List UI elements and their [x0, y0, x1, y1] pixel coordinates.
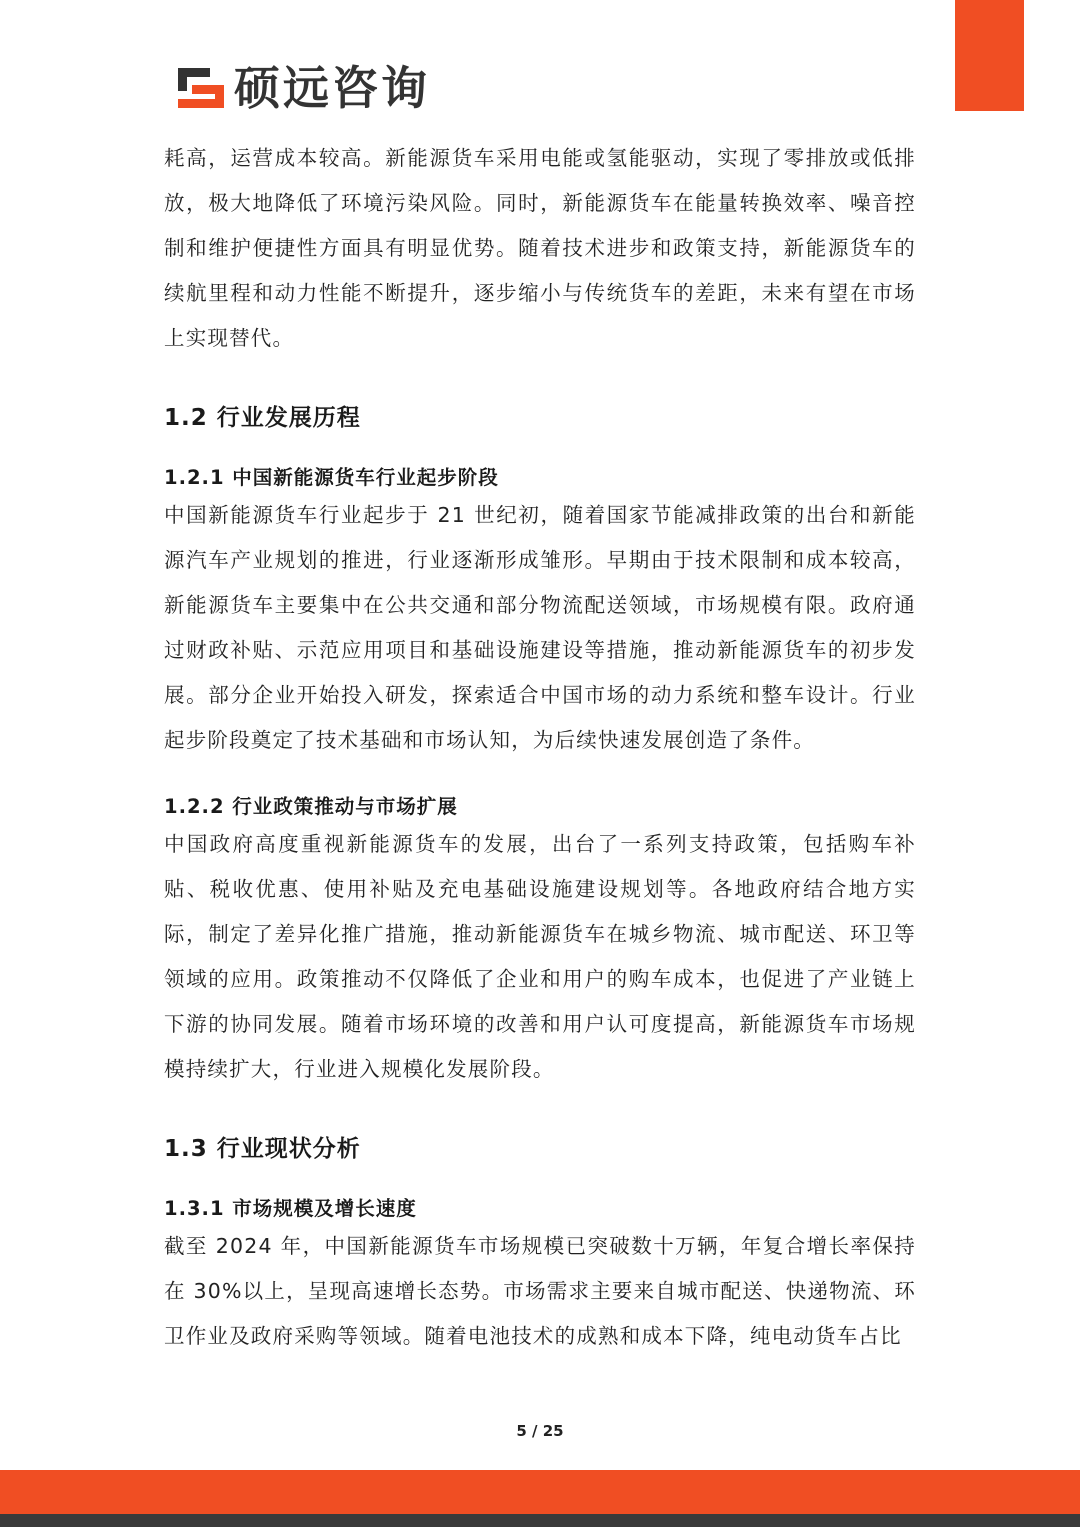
page-number: 5 / 25: [516, 1422, 564, 1440]
logo-icon: [176, 66, 226, 110]
paragraph-1-2-1: 中国新能源货车行业起步于 21 世纪初，随着国家节能减排政策的出台和新能源汽车产业规划的推进，行业逐渐形成雏形。早期由于技术限制和成本较高，新能源货车主要集中在公共交通和部分物流配送领域，市场规模有限。政府通过财政补贴、示范应用项目和基础设施建设等措施，推动新能源货车的初步发展。部分企业开始投入研发，探索适合中国市场的动力系统和整车设计。行业起步阶段奠定了技术基础和市场认知，为后续快速发展创造了条件。: [164, 503, 916, 752]
section-heading-1-3: 1.3 行业现状分析: [164, 1136, 361, 1162]
paragraph-1-2-2: 中国政府高度重视新能源货车的发展，出台了一系列支持政策，包括购车补贴、税收优惠、使用补贴及充电基础设施建设规划等。各地政府结合地方实际，制定了差异化推广措施，推动新能源货车在城乡物流、城市配送、环卫等领域的应用。政策推动不仅降低了企业和用户的购车成本，也促进了产业链上下游的协同发展。随着市场环境的改善和用户认可度提高，新能源货车市场规模持续扩大，行业进入规模化发展阶段。: [164, 832, 916, 1081]
paragraph-1-3-1: 截至 2024 年，中国新能源货车市场规模已突破数十万辆，年复合增长率保持在 30%以上，呈现高速增长态势。市场需求主要来自城市配送、快递物流、环卫作业及政府采购等领域。随着电池技术的成熟和成本下降，纯电动货车占比: [164, 1234, 916, 1348]
company-logo: [176, 62, 430, 114]
footer-dark-strip: [0, 1514, 1080, 1527]
subsection-heading-1-2-2: 1.2.2 行业政策推动与市场扩展: [164, 795, 458, 818]
document-body: [164, 136, 916, 1359]
subsection-heading-1-2-1: 1.2.1 中国新能源货车行业起步阶段: [164, 466, 499, 489]
subsection-heading-1-3-1: 1.3.1 市场规模及增长速度: [164, 1197, 417, 1220]
section-heading-1-2: 1.2 行业发展历程: [164, 405, 361, 431]
corner-accent-tab: [955, 0, 1024, 111]
intro-paragraph: 耗高，运营成本较高。新能源货车采用电能或氢能驱动，实现了零排放或低排放，极大地降低了环境污染风险。同时，新能源货车在能量转换效率、噪音控制和维护便捷性方面具有明显优势。随着技术进步和政策支持，新能源货车的续航里程和动力性能不断提升，逐步缩小与传统货车的差距，未来有望在市场上实现替代。: [164, 146, 916, 350]
logo-text: 硕远咨询: [234, 61, 430, 115]
footer-accent-bar: [0, 1470, 1080, 1514]
